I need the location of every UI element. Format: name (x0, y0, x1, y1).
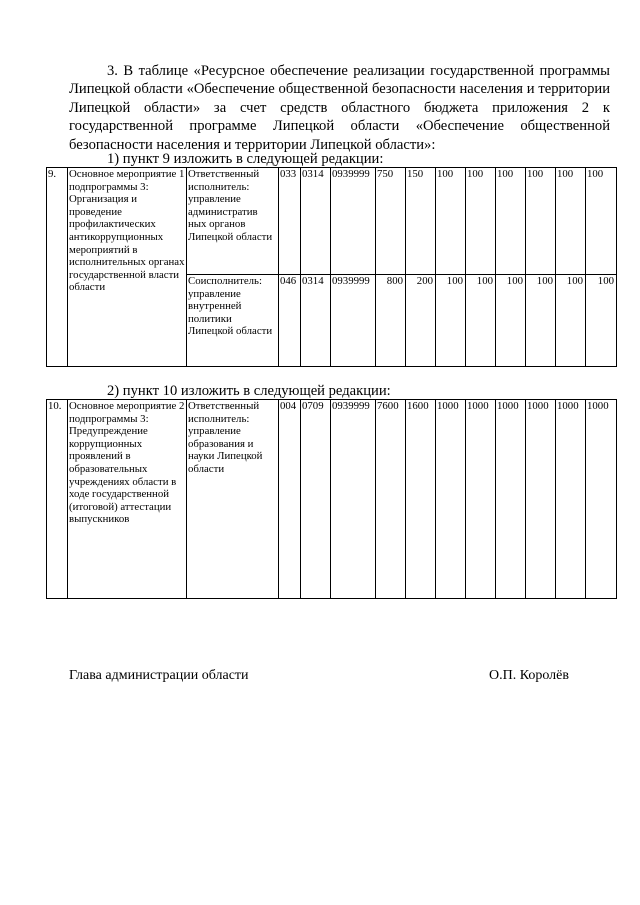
value-cell: 1000 (466, 400, 496, 599)
intro-paragraph (69, 62, 610, 154)
value-cell: 200 (406, 275, 436, 367)
rzpr-code: 0709 (301, 400, 331, 599)
value-cell: 1600 (406, 400, 436, 599)
value-cell: 1000 (526, 400, 556, 599)
value-cell: 1000 (436, 400, 466, 599)
value-cell: 100 (586, 168, 617, 275)
vr-code: 7600 (376, 400, 406, 599)
signature-name: О.П. Королёв (489, 668, 569, 683)
table-row (47, 400, 617, 599)
value-cell: 100 (556, 275, 586, 367)
value-cell: 100 (436, 275, 466, 367)
value-cell: 100 (526, 275, 556, 367)
value-cell: 100 (586, 275, 617, 367)
value-cell: 100 (466, 168, 496, 275)
value-cell: 100 (556, 168, 586, 275)
item-number: 9. (47, 168, 68, 367)
csr-code: 0939999 (331, 275, 376, 367)
grbs-code: 046 (279, 275, 301, 367)
value-cell: 100 (496, 168, 526, 275)
table-row (47, 168, 617, 275)
grbs-code: 004 (279, 400, 301, 599)
csr-code: 0939999 (331, 400, 376, 599)
rzpr-code: 0314 (301, 275, 331, 367)
grbs-code: 033 (279, 168, 301, 275)
value-cell: 150 (406, 168, 436, 275)
measure-name: Основное мероприятие 1 подпрограммы 3: Организация и проведение профилактических антикоррупционных мероприятий в исполнительных органах государственной власти области (68, 168, 187, 367)
vr-code: 750 (376, 168, 406, 275)
measure-name: Основное мероприятие 2 подпрограммы 3: Предупреждение коррупционных проявлений в образовательных учреждениях области в ходе государственной (итоговой) аттестации выпускников (68, 400, 187, 599)
executor-role: Соисполнитель: управление внутренней политики Липецкой области (187, 275, 279, 367)
vr-code: 800 (376, 275, 406, 367)
csr-code: 0939999 (331, 168, 376, 275)
value-cell: 1000 (496, 400, 526, 599)
resource-table-item-10 (46, 399, 617, 599)
value-cell: 1000 (586, 400, 617, 599)
value-cell: 100 (436, 168, 466, 275)
section2-heading: 2) пункт 10 изложить в следующей редакции: (107, 383, 391, 399)
value-cell: 100 (496, 275, 526, 367)
executor-role: Ответственный исполнитель: управление административ ных органов Липецкой области (187, 168, 279, 275)
section1-heading: 1) пункт 9 изложить в следующей редакции: (107, 151, 384, 167)
resource-table-item-9 (46, 167, 617, 367)
value-cell: 100 (526, 168, 556, 275)
item-number: 10. (47, 400, 68, 599)
value-cell: 100 (466, 275, 496, 367)
signature-position: Глава администрации области (69, 668, 249, 683)
executor-role: Ответственный исполнитель: управление образования и науки Липецкой области (187, 400, 279, 599)
value-cell: 1000 (556, 400, 586, 599)
intro-text: 3. В таблице «Ресурсное обеспечение реализации государственной программы Липецкой области «Обеспечение общественной безопасности населения и территории Липецкой области» за счет средств областного бюджета приложения 2 к государственной программе Липецкой области «Обеспечение общественной безопасности населения и территории Липецкой области»: (69, 63, 610, 153)
rzpr-code: 0314 (301, 168, 331, 275)
